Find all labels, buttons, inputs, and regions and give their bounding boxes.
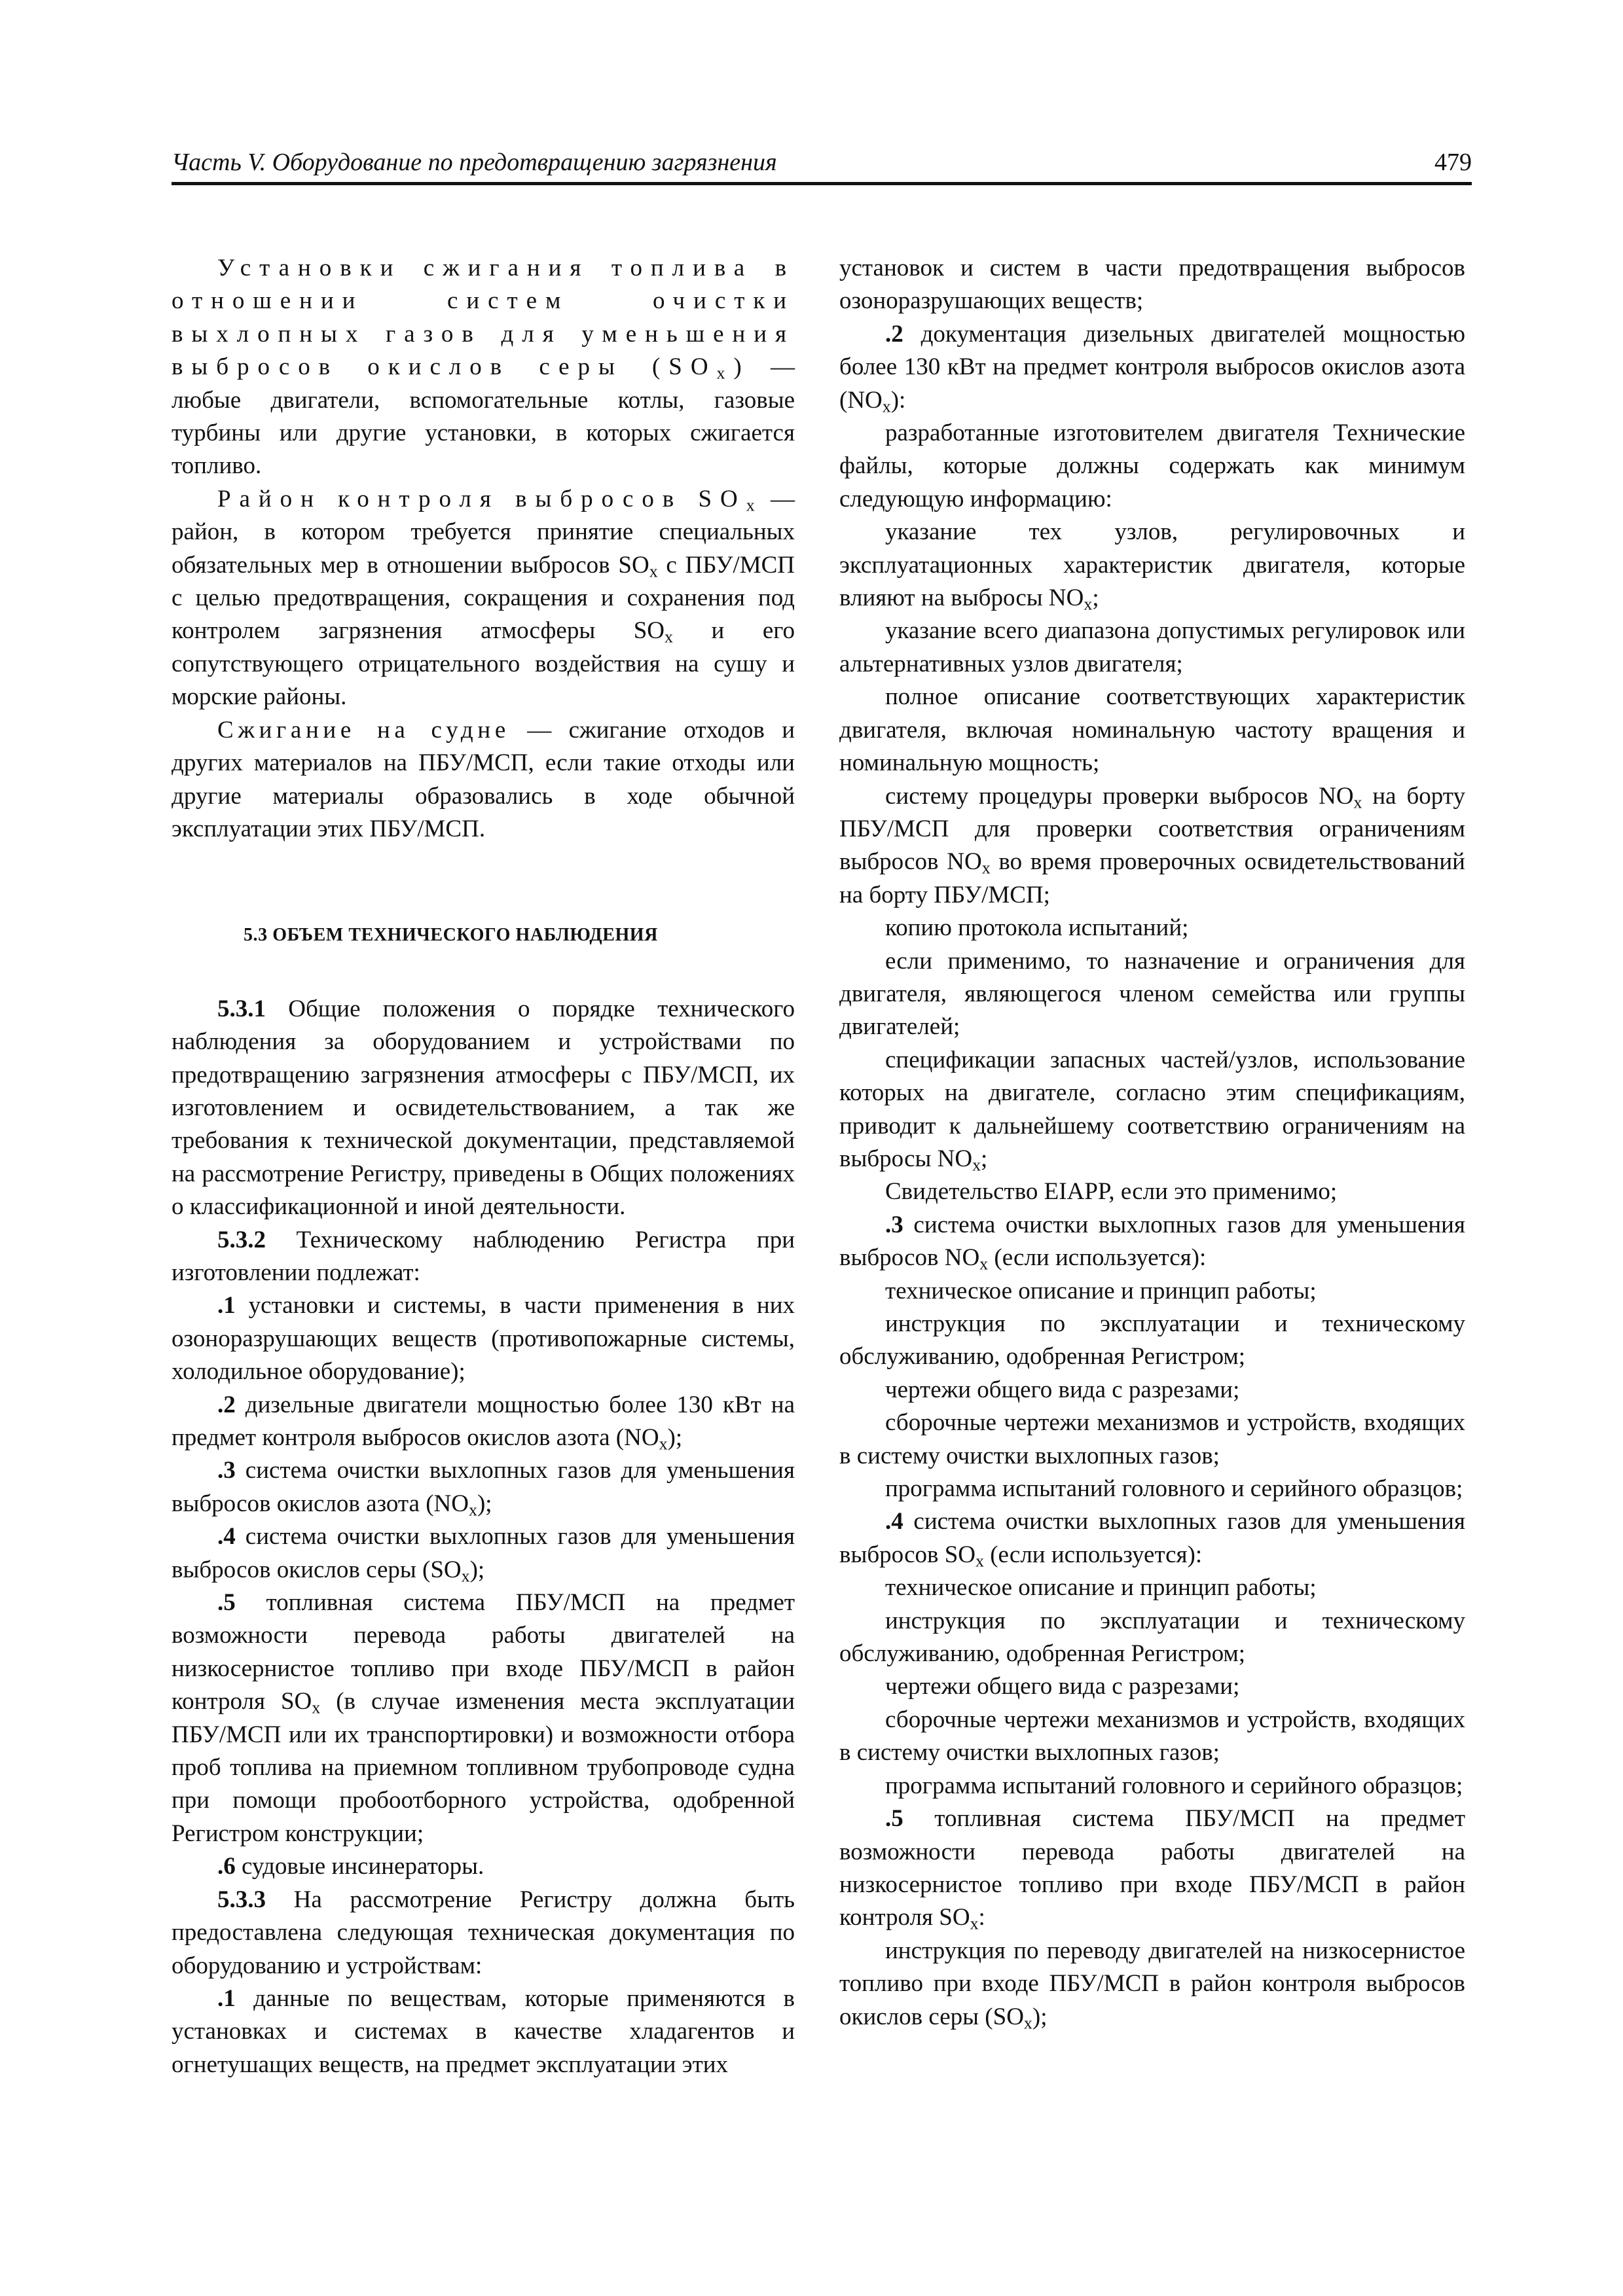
right-column (839, 252, 1465, 2034)
page-header (172, 143, 1472, 185)
definition-incineration: Сжигание на судне — сжигание отходов и других материалов на ПБУ/МСП, если такие отходы или другие материалы образовались в ходе обычной эксплуатации этих ПБУ/МСП. (172, 716, 795, 842)
list-item: систему процедуры проверки выбросов $NO_x$ на борту ПБУ/МСП для проверки соответствия ограничениям выбросов $NO_x$ во время проверочных освидетельствований на борту ПБУ/МСП; (839, 782, 1465, 908)
list-item: .2 документация дизельных двигателей мощностью более 130 кВт на предмет контроля выбросов окислов азота $(NO_x)$: (839, 320, 1465, 416)
list-item: полное описание соответствующих характеристик двигателя, включая номинальную частоту вращения и номинальную мощность; (839, 683, 1465, 777)
term: Район контроля выбросов $SO_x$ (217, 485, 763, 515)
list-item: техническое описание и принцип работы; (885, 1277, 1317, 1304)
definition-fuel-combustion: Установки сжигания топлива в отношении систем очистки выхлопных газов для уменьшения выбросов окислов серы $(SO_x)$ — любые двигатели, вспомогательные котлы, газовые турбины или другие установки, в которых сжигается топливо. (172, 255, 795, 480)
list-item: указание тех узлов, регулировочных и эксплуатационных характеристик двигателя, которые влияют на выбросы $NO_x$; (839, 518, 1465, 614)
continuation: установок и систем в части предотвращения выбросов озоноразрушающих веществ; (839, 255, 1465, 315)
section-heading: 5.3 ОБЪЕМ ТЕХНИЧЕСКОГО НАБЛЮДЕНИЯ (244, 925, 658, 946)
list-item: .4 система очистки выхлопных газов для уменьшения выбросов окислов серы $(SO_x)$; (172, 1523, 795, 1586)
list-item: .3 система очистки выхлопных газов для уменьшения выбросов $NO_x$ (если используется): (839, 1211, 1465, 1274)
term: Сжигание на судне (217, 716, 510, 744)
list-item: сборочные чертежи механизмов и устройств, входящих в систему очистки выхлопных газов; (839, 1409, 1465, 1469)
list-item: программа испытаний головного и серийного образцов; (885, 1475, 1463, 1503)
paragraph-5-3-1: 5.3.1 Общие положения о порядке технического наблюдения за оборудованием и устройствами по предотвращению загрязнения атмосферы с ПБУ/МСП, их изготовлением и освидетельствованием, а так же требования к технической документации, представляемой на рассмотрение Регистру, приведены в Общих положениях о классификационной и иной деятельности. (172, 995, 795, 1221)
paragraph-5-3-3: 5.3.3 На рассмотрение Регистру должна быть предоставлена следующая техническая документация по оборудованию и устройствам: (172, 1886, 795, 1979)
list-item: .4 система очистки выхлопных газов для уменьшения выбросов $SO_x$ (если используется): (839, 1508, 1465, 1571)
list-item: указание всего диапазона допустимых регулировок или альтернативных узлов двигателя; (839, 617, 1465, 677)
list-item: инструкция по эксплуатации и техническому обслуживанию, одобренная Регистром; (839, 1607, 1465, 1668)
page-number: 479 (1434, 149, 1472, 176)
list-item: инструкция по эксплуатации и техническому обслуживанию, одобренная Регистром; (839, 1310, 1465, 1371)
paragraph-5-3-2: 5.3.2 Техническому наблюдению Регистра при изготовлении подлежат: (172, 1226, 795, 1286)
list-item: спецификации запасных частей/узлов, использование которых на двигателе, согласно этим спецификациям, приводит к дальнейшему соответствию ограничениям на выбросы $NO_x$; (839, 1046, 1465, 1175)
list-item: .5 топливная система ПБУ/МСП на предмет возможности перевода работы двигателей на низкосернистое топливо при входе ПБУ/МСП в район контроля $SO_x$: (839, 1805, 1465, 1933)
definition-sox-area: Район контроля выбросов $SO_x$ — район, в котором требуется принятие специальных обязательных мер в отношении выбросов $SO_x$ с ПБУ/МСП с целью предотвращения, сокращения и сохранения под контролем загрязнения атмосферы $SO_x$ и его сопутствующего отрицательного воздействия на сушу и морские районы. (172, 485, 795, 711)
list-item: разработанные изготовителем двигателя Технические файлы, которые должны содержать как минимум следующую информацию: (839, 420, 1465, 512)
list-item: .2 дизельные двигатели мощностью более 130 кВт на предмет контроля выбросов окислов азота $(NO_x)$; (172, 1391, 795, 1454)
left-column (172, 252, 795, 2081)
list-item: .1 установки и системы, в части применения в них озоноразрушающих веществ (противопожарные системы, холодильное оборудование); (172, 1292, 795, 1386)
list-item: техническое описание и принцип работы; (885, 1574, 1317, 1602)
list-item: .1 данные по веществам, которые применяются в установках и системах в качестве хладагентов и огнетушащих веществ, на предмет эксплуатации этих (172, 1984, 795, 2078)
list-item: копию протокола испытаний; (885, 914, 1189, 942)
term: Установки сжигания топлива в отношении систем очистки выхлопных газов для уменьшения выбросов окислов серы $(SO_x)$ (172, 255, 795, 383)
list-item: чертежи общего вида с разрезами; (885, 1673, 1240, 1700)
list-item: .3 система очистки выхлопных газов для уменьшения выбросов окислов азота $(NO_x)$; (172, 1457, 795, 1520)
list-item: чертежи общего вида с разрезами; (885, 1376, 1240, 1403)
list-item: сборочные чертежи механизмов и устройств, входящих в систему очистки выхлопных газов; (839, 1706, 1465, 1767)
list-item: .5 топливная система ПБУ/МСП на предмет возможности перевода работы двигателей на низкосернистое топливо при входе ПБУ/МСП в район контроля $SO_x$ (в случае изменения места эксплуатации ПБУ/МСП или их транспортировки) и возможности отбора проб топлива на приемном топливном трубопроводе судна при помощи пробоотборного устройства, одобренной Регистром конструкции; (172, 1589, 795, 1847)
list-item: программа испытаний головного и серийного образцов; (885, 1772, 1463, 1799)
list-item: Свидетельство EIAPP, если это применимо; (885, 1178, 1338, 1206)
list-item: если применимо, то назначение и ограничения для двигателя, являющегося членом семейства или группы двигателей; (839, 947, 1465, 1041)
list-item: .6 судовые инсинераторы. (217, 1853, 484, 1880)
running-title: Часть V. Оборудование по предотвращению загрязнения (172, 149, 777, 176)
list-item: инструкция по переводу двигателей на низкосернистое топливо при входе ПБУ/МСП в район контроля выбросов окислов серы $(SO_x)$; (839, 1937, 1465, 2032)
